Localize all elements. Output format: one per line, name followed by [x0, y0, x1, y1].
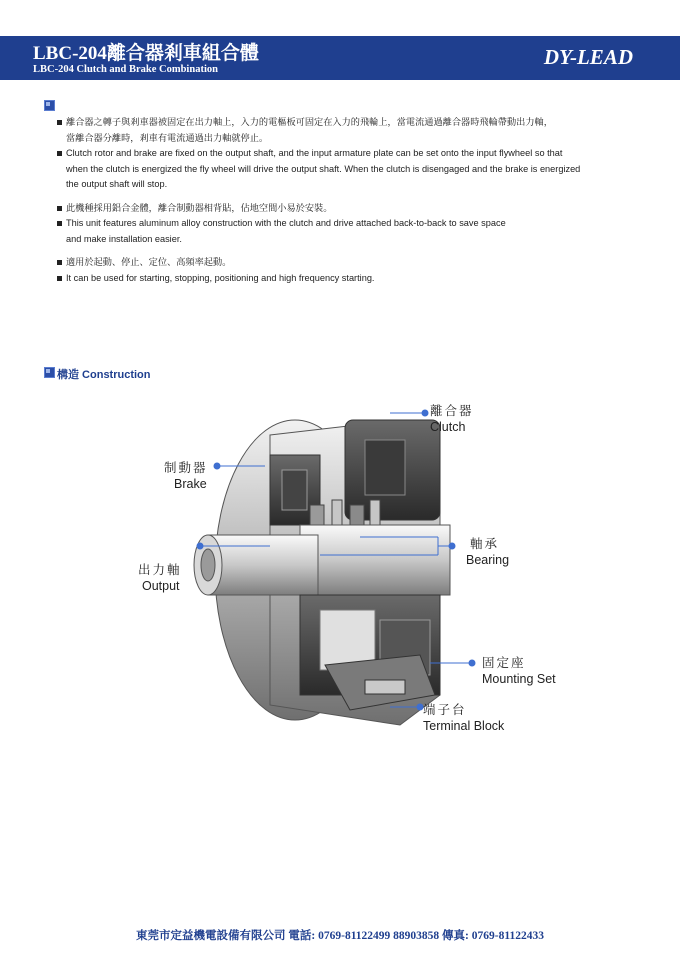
label-output: 出力軸 Output [138, 563, 182, 593]
feature-list [57, 115, 647, 286]
construction-title: 構造 Construction [57, 369, 151, 381]
clutch-brake-cutaway-illustration [120, 395, 580, 755]
feature-1-zh-cont: 當離合器分離時，剎車有電流通過出力軸就停止。 [66, 132, 269, 143]
feature-2-zh: 此機種採用鋁合金體，離合制動器相背貼，佔地空間小易於安裝。 [57, 201, 647, 217]
feature-1-en: Clutch rotor and brake are fixed on the output shaft, and the input armature plate can be set onto the input flywheel so that [57, 146, 647, 162]
feature-2-en-cont: and make installation easier. [66, 233, 182, 244]
construction-square-icon [44, 367, 55, 378]
page-title: LBC-204離合器剎車組合體 [33, 43, 259, 64]
feature-2-en: This unit features aluminum alloy construction with the clutch and drive attached back-to-back to save space [57, 216, 647, 232]
label-brake: 制動器 Brake [164, 461, 208, 491]
feature-1-en-cont2: the output shaft will stop. [66, 179, 168, 189]
feature-1-zh: 離合器之轉子與剎車器被固定在出力軸上，入力的電樞板可固定在入力的飛輪上，當電流通過離合器時飛輪帶動出力軸， [57, 115, 647, 131]
label-mounting-set: 固定座 Mounting Set [482, 656, 556, 686]
label-bearing: 軸承 Bearing [466, 537, 510, 567]
page-subtitle: LBC-204 Clutch and Brake Combination [33, 64, 218, 75]
feature-3-zh: 適用於起動、停止、定位、高頻率起動。 [57, 255, 647, 271]
company-footer: 東莞市定益機電設備有限公司 電話: 0769-81122499 88903858 傳真: 0769-81122433 [136, 930, 544, 942]
feature-1-en-cont: when the clutch is energized the fly wheel will drive the output shaft. When the clutch is disengaged and the brake is energized [66, 163, 581, 174]
section-square-icon [44, 100, 55, 111]
label-terminal-block: 端子台 Terminal Block [423, 703, 505, 733]
brand-logo-text: DY-LEAD [543, 45, 633, 69]
feature-3-en: It can be used for starting, stopping, positioning and high frequency starting. [57, 271, 647, 287]
page-header [0, 36, 680, 80]
label-clutch: 離合器 Clutch [430, 404, 474, 434]
